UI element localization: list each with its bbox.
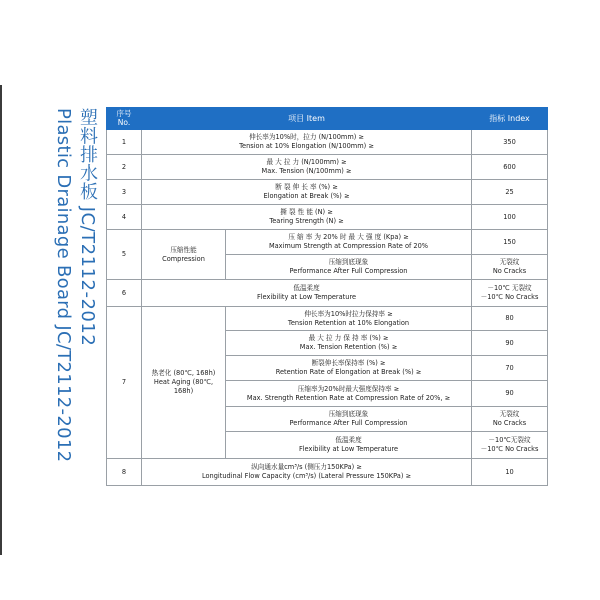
row-number: 3 xyxy=(107,180,142,205)
value-cell: 90 xyxy=(472,381,548,407)
page-edge-line xyxy=(0,85,2,555)
item-cell: 伸长率为10%时，拉力 (N/100mm) ≥ Tension at 10% Elongation (N/100mm) ≥ xyxy=(142,130,472,155)
value-cell: 无裂纹 No Cracks xyxy=(472,255,548,280)
sub-item-cell: 压缩到底现象 Performance After Full Compression xyxy=(226,255,472,280)
item-cell: 断 裂 伸 长 率 (%) ≥ Elongation at Break (%) ≥ xyxy=(142,180,472,205)
sub-item-cell: 压缩率为20%时最大强度保持率 ≥ Max. Strength Retention Rate at Compression Rate of 20%, ≥ xyxy=(226,381,472,407)
value-cell: 100 xyxy=(472,205,548,230)
table-row xyxy=(107,130,548,155)
specification-table xyxy=(106,107,548,486)
value-cell: 无裂纹 No Cracks xyxy=(472,407,548,432)
side-title-english: Plastic Drainage Board JC/T2112-2012 xyxy=(53,108,74,463)
item-cell: 撕 裂 性 能 (N) ≥ Tearing Strength (N) ≥ xyxy=(142,205,472,230)
sub-item-cell: 断裂伸长率保持率 (%) ≥ Retention Rate of Elongation at Break (%) ≥ xyxy=(226,356,472,381)
sub-item-cell: 压 缩 率 为 20% 时 最 大 强 度 (Kpa) ≥ Maximum Strength at Compression Rate of 20% xyxy=(226,230,472,255)
value-cell: 25 xyxy=(472,180,548,205)
table-row xyxy=(107,205,548,230)
row-number: 8 xyxy=(107,459,142,486)
item-cell: 低温柔度 Flexibility at Low Temperature xyxy=(142,280,472,307)
header-no: 序号 No. xyxy=(107,108,142,130)
row-number: 5 xyxy=(107,230,142,280)
document-side-title xyxy=(40,108,100,463)
row-number: 6 xyxy=(107,280,142,307)
group-cell: 压缩性能 Compression xyxy=(142,230,226,280)
value-cell: －10℃ 无裂纹 －10℃ No Cracks xyxy=(472,280,548,307)
item-cell: 纵向通水量cm³/s (侧压力150KPa) ≥ Longitudinal Flow Capacity (cm³/s) (Lateral Pressure 150KPa) ≥ xyxy=(142,459,472,486)
table-header-row xyxy=(107,108,548,130)
row-number: 1 xyxy=(107,130,142,155)
table-row xyxy=(107,180,548,205)
item-cell: 最 大 拉 力 (N/100mm) ≥ Max. Tension (N/100mm) ≥ xyxy=(142,155,472,180)
value-cell: 90 xyxy=(472,331,548,356)
value-cell: 80 xyxy=(472,307,548,331)
value-cell: 10 xyxy=(472,459,548,486)
group-cell: 热老化 (80℃, 168h) Heat Aging (80℃, 168h) xyxy=(142,307,226,459)
row-number: 4 xyxy=(107,205,142,230)
header-index: 指标 Index xyxy=(472,108,548,130)
sub-item-cell: 最 大 拉 力 保 持 率 (%) ≥ Max. Tension Retention (%) ≥ xyxy=(226,331,472,356)
header-item: 项目 Item xyxy=(142,108,472,130)
sub-item-cell: 低温柔度 Flexibility at Low Temperature xyxy=(226,432,472,459)
row-number: 2 xyxy=(107,155,142,180)
table-row xyxy=(107,459,548,486)
value-cell: 350 xyxy=(472,130,548,155)
value-cell: 600 xyxy=(472,155,548,180)
value-cell: 150 xyxy=(472,230,548,255)
table-row xyxy=(107,155,548,180)
row-number: 7 xyxy=(107,307,142,459)
table-row xyxy=(107,307,548,331)
side-title-chinese: 塑料排水板 JC/T2112-2012 xyxy=(77,108,98,347)
value-cell: 70 xyxy=(472,356,548,381)
sub-item-cell: 伸长率为10%时拉力保持率 ≥ Tension Retention at 10% Elongation xyxy=(226,307,472,331)
table-row xyxy=(107,230,548,255)
sub-item-cell: 压缩到底现象 Performance After Full Compression xyxy=(226,407,472,432)
value-cell: －10℃无裂纹 －10℃ No Cracks xyxy=(472,432,548,459)
table-row xyxy=(107,280,548,307)
